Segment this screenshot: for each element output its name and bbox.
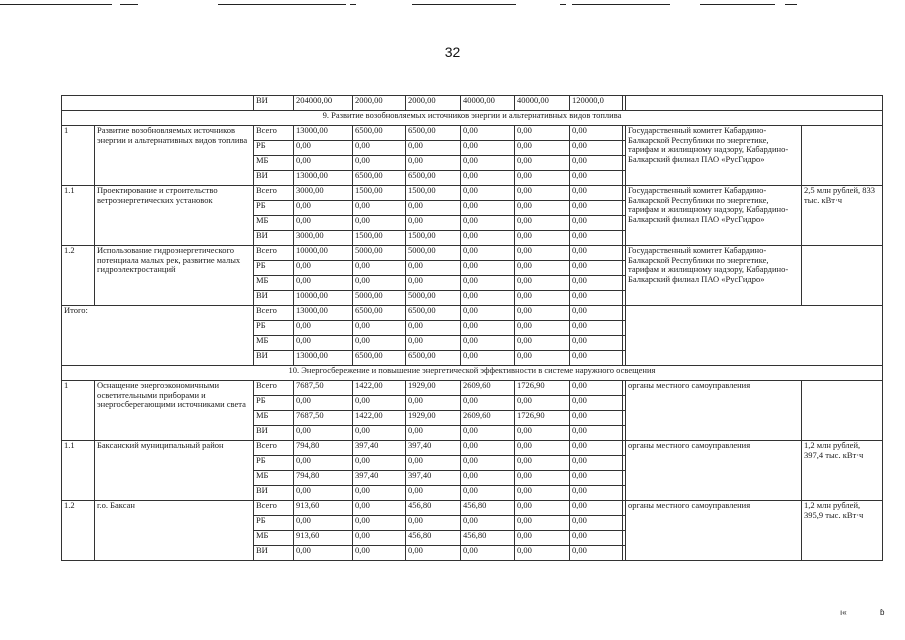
- gap-cell: [623, 351, 626, 366]
- gap-cell: [623, 291, 626, 306]
- value-cell: 0,00: [515, 141, 570, 156]
- value-cell: 1929,00: [406, 381, 461, 396]
- row-label: Всего: [254, 441, 294, 456]
- value-cell: 6500,00: [406, 171, 461, 186]
- value-cell: 6500,00: [353, 306, 406, 321]
- value-cell: 0,00: [353, 486, 406, 501]
- row-label: Всего: [254, 246, 294, 261]
- value-cell: 2609,60: [461, 411, 515, 426]
- value-cell: 1422,00: [353, 411, 406, 426]
- value-cell: 0,00: [353, 396, 406, 411]
- table-row: [62, 246, 883, 261]
- value-cell: 10000,00: [294, 246, 353, 261]
- value-cell: 13000,00: [294, 306, 353, 321]
- value-cell: 0,00: [570, 291, 623, 306]
- row-label: РБ: [254, 396, 294, 411]
- value-cell: 0,00: [294, 321, 353, 336]
- value-cell: 2609,60: [461, 381, 515, 396]
- row-label: Всего: [254, 501, 294, 516]
- value-cell: 456,80: [461, 501, 515, 516]
- value-cell: 120000,0: [570, 96, 623, 111]
- gap-cell: [623, 486, 626, 501]
- value-cell: 0,00: [461, 441, 515, 456]
- value-cell: 0,00: [406, 396, 461, 411]
- row-label: МБ: [254, 276, 294, 291]
- blank-cell: [626, 96, 883, 111]
- value-cell: 0,00: [353, 321, 406, 336]
- value-cell: 0,00: [570, 246, 623, 261]
- gap-cell: [623, 156, 626, 171]
- value-cell: 0,00: [570, 441, 623, 456]
- value-cell: 1422,00: [353, 381, 406, 396]
- value-cell: 5000,00: [353, 246, 406, 261]
- value-cell: 397,40: [406, 471, 461, 486]
- value-cell: 6500,00: [406, 306, 461, 321]
- gap-cell: [623, 531, 626, 546]
- row-label: МБ: [254, 411, 294, 426]
- value-cell: 0,00: [461, 276, 515, 291]
- row-label: Всего: [254, 381, 294, 396]
- row-label: ВИ: [254, 231, 294, 246]
- gap-cell: [623, 471, 626, 486]
- value-cell: 5000,00: [406, 291, 461, 306]
- value-cell: 0,00: [570, 501, 623, 516]
- value-cell: 0,00: [515, 246, 570, 261]
- gap-cell: [623, 231, 626, 246]
- value-cell: 397,40: [353, 471, 406, 486]
- value-cell: 0,00: [461, 141, 515, 156]
- result-cell: [802, 126, 883, 186]
- value-cell: 397,40: [353, 441, 406, 456]
- value-cell: 0,00: [515, 516, 570, 531]
- value-cell: 0,00: [461, 351, 515, 366]
- value-cell: 0,00: [294, 456, 353, 471]
- value-cell: 0,00: [461, 426, 515, 441]
- value-cell: 0,00: [353, 426, 406, 441]
- value-cell: 0,00: [515, 261, 570, 276]
- value-cell: 6500,00: [406, 351, 461, 366]
- value-cell: 10000,00: [294, 291, 353, 306]
- value-cell: 1500,00: [406, 186, 461, 201]
- blank-cell: [626, 306, 883, 366]
- row-label: Всего: [254, 186, 294, 201]
- row-label: ВИ: [254, 351, 294, 366]
- gap-cell: [623, 396, 626, 411]
- gap-cell: [623, 336, 626, 351]
- table-row: [62, 186, 883, 201]
- value-cell: 913,60: [294, 531, 353, 546]
- value-cell: 0,00: [515, 531, 570, 546]
- value-cell: 0,00: [461, 201, 515, 216]
- value-cell: 2000,00: [406, 96, 461, 111]
- value-cell: 0,00: [294, 516, 353, 531]
- result-cell: 1,2 млн рублей, 397,4 тыс. кВт·ч: [802, 441, 883, 501]
- value-cell: 0,00: [570, 276, 623, 291]
- item-number: 1: [62, 126, 95, 186]
- value-cell: 0,00: [570, 486, 623, 501]
- value-cell: 0,00: [406, 426, 461, 441]
- value-cell: 0,00: [515, 441, 570, 456]
- item-name: г.о. Баксан: [95, 501, 254, 561]
- value-cell: 0,00: [570, 321, 623, 336]
- value-cell: 0,00: [353, 261, 406, 276]
- blank-cell: [62, 96, 254, 111]
- gap-cell: [623, 426, 626, 441]
- footer-mark: ı«: [840, 608, 847, 617]
- gap-cell: [623, 141, 626, 156]
- gap-cell: [623, 321, 626, 336]
- value-cell: 0,00: [353, 501, 406, 516]
- value-cell: 0,00: [461, 126, 515, 141]
- value-cell: 0,00: [570, 426, 623, 441]
- value-cell: 0,00: [570, 216, 623, 231]
- value-cell: 0,00: [515, 546, 570, 561]
- value-cell: 0,00: [515, 291, 570, 306]
- row-label: ВИ: [254, 291, 294, 306]
- item-name: Оснащение энергоэкономичными осветительными приборами и энергосберегающими источниками света: [95, 381, 254, 441]
- value-cell: 794,80: [294, 471, 353, 486]
- value-cell: 1500,00: [406, 231, 461, 246]
- value-cell: 5000,00: [406, 246, 461, 261]
- value-cell: 0,00: [461, 171, 515, 186]
- table-row: [62, 441, 883, 456]
- section-title: 10. Энергосбережение и повышение энергетической эффективности в системе наружного освещения: [62, 366, 883, 381]
- value-cell: 0,00: [515, 171, 570, 186]
- value-cell: 0,00: [353, 516, 406, 531]
- row-label: МБ: [254, 531, 294, 546]
- top-scan-rules: [0, 0, 905, 10]
- value-cell: 0,00: [570, 141, 623, 156]
- gap-cell: [623, 516, 626, 531]
- value-cell: 0,00: [570, 546, 623, 561]
- section-title-row: [62, 366, 883, 381]
- value-cell: 0,00: [353, 276, 406, 291]
- value-cell: 0,00: [406, 546, 461, 561]
- row-label: РБ: [254, 321, 294, 336]
- row-label: МБ: [254, 156, 294, 171]
- result-cell: 1,2 млн рублей, 395,9 тыс. кВт·ч: [802, 501, 883, 561]
- value-cell: 0,00: [294, 141, 353, 156]
- value-cell: 0,00: [515, 471, 570, 486]
- value-cell: 0,00: [570, 261, 623, 276]
- executor-cell: Государственный комитет Кабардино-Балкарской Республики по энергетике, тарифам и жилищному надзору, Кабардино-Балкарский филиал ПАО «РусГидро»: [626, 246, 802, 306]
- executor-cell: органы местного самоуправления: [626, 381, 802, 441]
- gap-cell: [623, 201, 626, 216]
- value-cell: 0,00: [294, 336, 353, 351]
- row-label: Всего: [254, 306, 294, 321]
- value-cell: 0,00: [461, 396, 515, 411]
- value-cell: 0,00: [406, 156, 461, 171]
- row-label: МБ: [254, 216, 294, 231]
- value-cell: 0,00: [461, 516, 515, 531]
- value-cell: 40000,00: [461, 96, 515, 111]
- value-cell: 0,00: [461, 156, 515, 171]
- row-label: ВИ: [254, 96, 294, 111]
- value-cell: 0,00: [515, 351, 570, 366]
- value-cell: 0,00: [515, 156, 570, 171]
- item-number: 1: [62, 381, 95, 441]
- value-cell: 0,00: [353, 201, 406, 216]
- result-cell: [802, 381, 883, 441]
- value-cell: 0,00: [353, 546, 406, 561]
- value-cell: 0,00: [570, 351, 623, 366]
- value-cell: 0,00: [515, 231, 570, 246]
- value-cell: 0,00: [570, 201, 623, 216]
- value-cell: 0,00: [570, 396, 623, 411]
- value-cell: 0,00: [570, 531, 623, 546]
- row-label: МБ: [254, 471, 294, 486]
- value-cell: 0,00: [570, 456, 623, 471]
- row-label: ВИ: [254, 171, 294, 186]
- item-number: 1.2: [62, 501, 95, 561]
- value-cell: 0,00: [515, 306, 570, 321]
- value-cell: 0,00: [294, 216, 353, 231]
- gap-cell: [623, 411, 626, 426]
- value-cell: 0,00: [353, 216, 406, 231]
- value-cell: 0,00: [461, 321, 515, 336]
- value-cell: 0,00: [461, 306, 515, 321]
- value-cell: 0,00: [570, 156, 623, 171]
- gap-cell: [623, 276, 626, 291]
- value-cell: 0,00: [406, 276, 461, 291]
- value-cell: 13000,00: [294, 171, 353, 186]
- gap-cell: [623, 456, 626, 471]
- value-cell: 3000,00: [294, 186, 353, 201]
- value-cell: 0,00: [515, 276, 570, 291]
- value-cell: 0,00: [406, 141, 461, 156]
- value-cell: 6500,00: [406, 126, 461, 141]
- value-cell: 0,00: [515, 456, 570, 471]
- value-cell: 0,00: [406, 261, 461, 276]
- value-cell: 0,00: [353, 141, 406, 156]
- value-cell: 0,00: [515, 396, 570, 411]
- footer-marks: [836, 608, 896, 622]
- gap-cell: [623, 216, 626, 231]
- value-cell: 13000,00: [294, 351, 353, 366]
- value-cell: 0,00: [406, 336, 461, 351]
- value-cell: 0,00: [461, 336, 515, 351]
- value-cell: 40000,00: [515, 96, 570, 111]
- value-cell: 0,00: [461, 546, 515, 561]
- value-cell: 0,00: [461, 186, 515, 201]
- result-cell: [802, 246, 883, 306]
- value-cell: 0,00: [570, 411, 623, 426]
- table-row: [62, 96, 883, 111]
- value-cell: 0,00: [515, 321, 570, 336]
- value-cell: 6500,00: [353, 351, 406, 366]
- value-cell: 0,00: [294, 261, 353, 276]
- item-name: Баксанский муниципальный район: [95, 441, 254, 501]
- section-title: 9. Развитие возобновляемых источников энергии и альтернативных видов топлива: [62, 111, 883, 126]
- gap-cell: [623, 171, 626, 186]
- value-cell: 456,80: [461, 531, 515, 546]
- value-cell: 0,00: [406, 486, 461, 501]
- page-number: 32: [444, 44, 461, 60]
- value-cell: 0,00: [570, 171, 623, 186]
- budget-table: [61, 95, 883, 561]
- value-cell: 0,00: [570, 306, 623, 321]
- value-cell: 0,00: [353, 531, 406, 546]
- value-cell: 6500,00: [353, 126, 406, 141]
- table-row: [62, 381, 883, 396]
- value-cell: 0,00: [515, 486, 570, 501]
- value-cell: 0,00: [570, 516, 623, 531]
- value-cell: 1726,90: [515, 411, 570, 426]
- row-label: РБ: [254, 516, 294, 531]
- value-cell: 913,60: [294, 501, 353, 516]
- row-label: ВИ: [254, 546, 294, 561]
- value-cell: 0,00: [461, 471, 515, 486]
- value-cell: 0,00: [461, 246, 515, 261]
- value-cell: 6500,00: [353, 171, 406, 186]
- value-cell: 0,00: [570, 381, 623, 396]
- value-cell: 0,00: [570, 471, 623, 486]
- value-cell: 1929,00: [406, 411, 461, 426]
- value-cell: 456,80: [406, 501, 461, 516]
- value-cell: 1500,00: [353, 186, 406, 201]
- value-cell: 7687,50: [294, 411, 353, 426]
- item-name: Использование гидроэнергетического потенциала малых рек, развитие малых гидроэлектростанций: [95, 246, 254, 306]
- value-cell: 0,00: [570, 336, 623, 351]
- item-name: Проектирование и строительство ветроэнергетических установок: [95, 186, 254, 246]
- total-row: [62, 306, 883, 321]
- total-label: Итого:: [62, 306, 254, 366]
- value-cell: 0,00: [515, 201, 570, 216]
- table-row: [62, 126, 883, 141]
- value-cell: 0,00: [515, 501, 570, 516]
- row-label: МБ: [254, 336, 294, 351]
- section-title-row: [62, 111, 883, 126]
- value-cell: 456,80: [406, 531, 461, 546]
- result-cell: 2,5 млн рублей, 833 тыс. кВт·ч: [802, 186, 883, 246]
- value-cell: 0,00: [406, 216, 461, 231]
- value-cell: 0,00: [406, 201, 461, 216]
- value-cell: 0,00: [294, 276, 353, 291]
- value-cell: 0,00: [406, 456, 461, 471]
- value-cell: 0,00: [570, 126, 623, 141]
- value-cell: 2000,00: [353, 96, 406, 111]
- value-cell: 794,80: [294, 441, 353, 456]
- value-cell: 0,00: [515, 186, 570, 201]
- value-cell: 0,00: [294, 396, 353, 411]
- value-cell: 0,00: [515, 126, 570, 141]
- row-label: РБ: [254, 456, 294, 471]
- value-cell: 7687,50: [294, 381, 353, 396]
- executor-cell: Государственный комитет Кабардино-Балкарской Республики по энергетике, тарифам и жилищному надзору, Кабардино-Балкарский филиал ПАО «РусГидро»: [626, 126, 802, 186]
- value-cell: 0,00: [353, 336, 406, 351]
- table-row: [62, 501, 883, 516]
- item-number: 1.2: [62, 246, 95, 306]
- row-label: ВИ: [254, 426, 294, 441]
- value-cell: 13000,00: [294, 126, 353, 141]
- value-cell: 5000,00: [353, 291, 406, 306]
- executor-cell: органы местного самоуправления: [626, 441, 802, 501]
- value-cell: 0,00: [294, 486, 353, 501]
- value-cell: 3000,00: [294, 231, 353, 246]
- row-label: ВИ: [254, 486, 294, 501]
- item-name: Развитие возобновляемых источников энергии и альтернативных видов топлива: [95, 126, 254, 186]
- item-number: 1.1: [62, 186, 95, 246]
- value-cell: 0,00: [353, 456, 406, 471]
- value-cell: 0,00: [294, 426, 353, 441]
- item-number: 1.1: [62, 441, 95, 501]
- value-cell: 0,00: [515, 426, 570, 441]
- value-cell: 0,00: [461, 231, 515, 246]
- gap-cell: [623, 261, 626, 276]
- value-cell: 1726,90: [515, 381, 570, 396]
- executor-cell: органы местного самоуправления: [626, 501, 802, 561]
- value-cell: 0,00: [406, 516, 461, 531]
- row-label: РБ: [254, 201, 294, 216]
- footer-mark: ɓ: [880, 608, 885, 617]
- value-cell: 0,00: [570, 231, 623, 246]
- row-label: Всего: [254, 126, 294, 141]
- value-cell: 0,00: [294, 201, 353, 216]
- row-label: РБ: [254, 141, 294, 156]
- value-cell: 0,00: [406, 321, 461, 336]
- value-cell: 0,00: [461, 291, 515, 306]
- executor-cell: Государственный комитет Кабардино-Балкарской Республики по энергетике, тарифам и жилищному надзору, Кабардино-Балкарский филиал ПАО «РусГидро»: [626, 186, 802, 246]
- value-cell: 0,00: [294, 156, 353, 171]
- value-cell: 0,00: [461, 216, 515, 231]
- value-cell: 0,00: [461, 456, 515, 471]
- value-cell: 0,00: [353, 156, 406, 171]
- value-cell: 0,00: [461, 261, 515, 276]
- value-cell: 397,40: [406, 441, 461, 456]
- value-cell: 0,00: [461, 486, 515, 501]
- value-cell: 0,00: [515, 216, 570, 231]
- value-cell: 0,00: [294, 546, 353, 561]
- value-cell: 0,00: [570, 186, 623, 201]
- row-label: РБ: [254, 261, 294, 276]
- value-cell: 0,00: [515, 336, 570, 351]
- gap-cell: [623, 546, 626, 561]
- value-cell: 204000,00: [294, 96, 353, 111]
- value-cell: 1500,00: [353, 231, 406, 246]
